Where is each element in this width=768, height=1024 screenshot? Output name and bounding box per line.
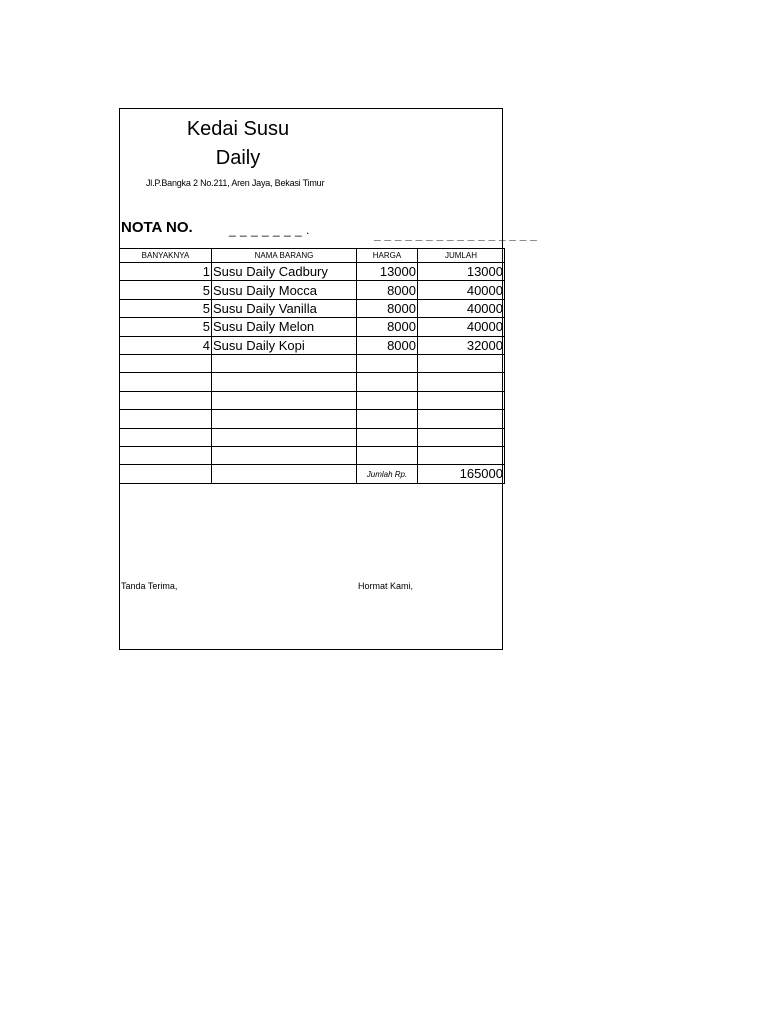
- table-row-empty: [120, 354, 505, 372]
- cell-qty: [120, 410, 212, 428]
- header-price: HARGA: [357, 249, 418, 263]
- header-qty: BANYAKNYA: [120, 249, 212, 263]
- cell-item-name: [212, 410, 357, 428]
- cell-amount: [418, 428, 505, 446]
- cell-price: 8000: [357, 336, 418, 354]
- table-total-row: [120, 465, 505, 483]
- receipt-form: [119, 108, 537, 650]
- table-row: [120, 336, 505, 354]
- sender-signature-label: Hormat Kami,: [358, 581, 414, 591]
- store-name: Kedai Susu Daily: [186, 118, 290, 169]
- cell-item-name: Susu Daily Cadbury: [212, 263, 357, 281]
- table-row: [120, 299, 505, 317]
- nota-number-label: NOTA NO.: [121, 219, 193, 236]
- total-label: Jumlah Rp.: [357, 465, 418, 483]
- table-row-empty: [120, 391, 505, 409]
- cell-item-name: Susu Daily Mocca: [212, 281, 357, 299]
- cell-amount: 13000: [418, 263, 505, 281]
- cell-item-name: [212, 428, 357, 446]
- cell-item-name: [212, 354, 357, 372]
- cell-amount: [418, 446, 505, 464]
- receiver-signature-label: Tanda Terima,: [121, 581, 178, 591]
- cell-price: [357, 446, 418, 464]
- table-row-empty: [120, 410, 505, 428]
- cell-qty: [120, 373, 212, 391]
- items-table: [119, 248, 505, 484]
- cell-empty: [120, 465, 212, 483]
- table-row-empty: [120, 373, 505, 391]
- header-amount: JUMLAH: [418, 249, 505, 263]
- table-row: [120, 318, 505, 336]
- cell-price: [357, 391, 418, 409]
- cell-price: [357, 373, 418, 391]
- cell-qty: [120, 446, 212, 464]
- cell-item-name: [212, 373, 357, 391]
- cell-price: [357, 428, 418, 446]
- cell-price: [357, 410, 418, 428]
- cell-item-name: Susu Daily Vanilla: [212, 299, 357, 317]
- cell-price: 8000: [357, 281, 418, 299]
- table-row-empty: [120, 446, 505, 464]
- cell-qty: 4: [120, 336, 212, 354]
- cell-amount: [418, 391, 505, 409]
- cell-qty: 5: [120, 281, 212, 299]
- cell-price: 8000: [357, 318, 418, 336]
- cell-qty: 1: [120, 263, 212, 281]
- cell-empty: [212, 465, 357, 483]
- cell-qty: [120, 354, 212, 372]
- cell-amount: [418, 373, 505, 391]
- cell-amount: 40000: [418, 281, 505, 299]
- total-value: 165000: [418, 465, 505, 483]
- cell-item-name: [212, 391, 357, 409]
- cell-item-name: [212, 446, 357, 464]
- cell-qty: [120, 391, 212, 409]
- cell-price: 13000: [357, 263, 418, 281]
- cell-amount: 40000: [418, 299, 505, 317]
- header-item-name: NAMA BARANG: [212, 249, 357, 263]
- cell-qty: 5: [120, 318, 212, 336]
- table-row: [120, 281, 505, 299]
- cell-qty: 5: [120, 299, 212, 317]
- table-row-empty: [120, 428, 505, 446]
- table-header-row: [120, 249, 505, 263]
- cell-item-name: Susu Daily Melon: [212, 318, 357, 336]
- cell-amount: [418, 410, 505, 428]
- cell-amount: 40000: [418, 318, 505, 336]
- nota-date-blank: _ _ _ _ _ _ _ _ _ _ _ _ _ _ _ _: [374, 228, 537, 242]
- cell-amount: 32000: [418, 336, 505, 354]
- cell-qty: [120, 428, 212, 446]
- cell-item-name: Susu Daily Kopi: [212, 336, 357, 354]
- store-address: Jl.P.Bangka 2 No.211, Aren Jaya, Bekasi Timur: [146, 178, 325, 188]
- cell-amount: [418, 354, 505, 372]
- cell-price: [357, 354, 418, 372]
- nota-number-blank: _ _ _ _ _ _ _ .: [229, 223, 310, 237]
- cell-price: 8000: [357, 299, 418, 317]
- table-row: [120, 263, 505, 281]
